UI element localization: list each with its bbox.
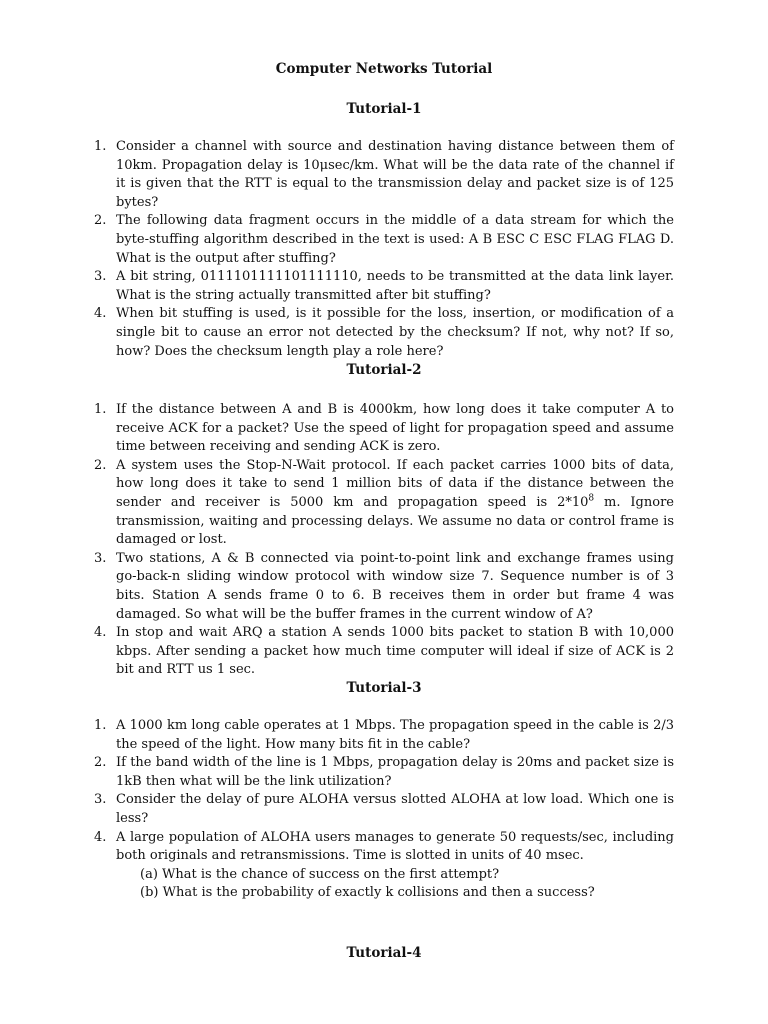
question-number: 4. <box>94 306 107 322</box>
question-item <box>94 138 674 212</box>
question-text: When bit stuffing is used, is it possible for the loss, insertion, or modification of a single bit to cause an error not detected by the checksum? If not, why not? If so, how? Does the checksum length play a role here? <box>116 306 674 359</box>
tutorial-2-questions <box>94 401 674 680</box>
question-number: 3. <box>94 792 107 808</box>
question-text: The following data fragment occurs in the middle of a data stream for which the byte-stuffing algorithm described in the text is used: A B ESC C ESC FLAG FLAG D. What is the output after stuffing? <box>116 213 674 266</box>
question-text: If the band width of the line is 1 Mbps, propagation delay is 20ms and packet size is 1kB then what will be the link utilization? <box>116 755 674 789</box>
question-number: 1. <box>94 402 107 417</box>
sub-question: (b) What is the probability of exactly k collisions and then a success? <box>140 885 595 901</box>
exponent: 8 <box>588 493 595 504</box>
question-text: A bit string, 0111101111101111110, needs to be transmitted at the data link layer. What is the string actually transmitted after bit stuffing? <box>116 269 674 303</box>
question-text-part: m. Ignore transmission, waiting and processing delays. We assume no data or control frame is damaged or lost. <box>116 494 674 548</box>
tutorial-1-questions <box>94 138 674 361</box>
question-item <box>94 305 674 361</box>
question-item <box>94 829 674 903</box>
tutorial-1-heading: Tutorial-1 <box>346 101 422 117</box>
question-item <box>94 754 674 791</box>
question-number: 1. <box>94 139 107 154</box>
sub-question-list <box>116 866 674 903</box>
tutorial-3-questions <box>94 717 674 903</box>
question-text: Two stations, A & B connected via point-to-point link and exchange frames using go-back-n sliding window protocol with window size 7. Sequence number is of 3 bits. Station A sends frame 0 to 6. B receives them in order but frame 4 was damaged. So what will be the buffer frames in the current window of A? <box>116 550 674 622</box>
question-number: 3. <box>94 550 107 566</box>
question-text: If the distance between A and B is 4000km, how long does it take computer A to receive ACK for a packet? Use the speed of light for propagation speed and assume time between receiving and sending ACK is zero. <box>116 402 674 455</box>
question-item <box>94 401 674 457</box>
question-text: Consider the delay of pure ALOHA versus slotted ALOHA at low load. Which one is less? <box>116 792 674 826</box>
tutorial-4-heading: Tutorial-4 <box>346 945 422 961</box>
question-item <box>94 550 674 624</box>
sub-question: (a) What is the chance of success on the first attempt? <box>140 866 500 882</box>
question-item <box>94 791 674 828</box>
question-number: 2. <box>94 755 107 771</box>
question-number: 1. <box>94 718 107 733</box>
tutorial-2-heading: Tutorial-2 <box>346 362 422 378</box>
question-item <box>94 624 674 680</box>
question-item <box>94 717 674 754</box>
document-title: Computer Networks Tutorial <box>275 61 493 77</box>
question-number: 2. <box>94 457 107 473</box>
question-text: Consider a channel with source and destination having distance between them of 10km. Propagation delay is 10μsec/km. What will be the data rate of the channel if it is given that the RTT is equal to the transmission delay and packet size is of 125 bytes? <box>116 139 674 210</box>
question-number: 3. <box>94 269 107 285</box>
question-number: 4. <box>94 625 107 641</box>
tutorial-3-heading: Tutorial-3 <box>346 680 422 696</box>
question-number: 4. <box>94 829 107 845</box>
question-number: 2. <box>94 213 107 229</box>
question-text-part: A system uses the Stop-N-Wait protocol. If each packet carries 1000 bits of data, how long does it take to send 1 million bits of data if the distance between the sender and receiver is 5000 km and propagation speed is 2*10 <box>116 457 674 510</box>
question-item <box>94 457 674 550</box>
question-text: A 1000 km long cable operates at 1 Mbps. The propagation speed in the cable is 2/3 the speed of the light. How many bits fit in the cable? <box>116 718 674 752</box>
question-item <box>94 212 674 268</box>
question-item <box>94 268 674 305</box>
question-text: A large population of ALOHA users manages to generate 50 requests/sec, including both originals and retransmissions. Time is slotted in units of 40 msec. <box>116 829 674 864</box>
question-text: In stop and wait ARQ a station A sends 1000 bits packet to station B with 10,000 kbps. After sending a packet how much time computer will ideal if size of ACK is 2 bit and RTT us 1 sec. <box>116 625 674 678</box>
